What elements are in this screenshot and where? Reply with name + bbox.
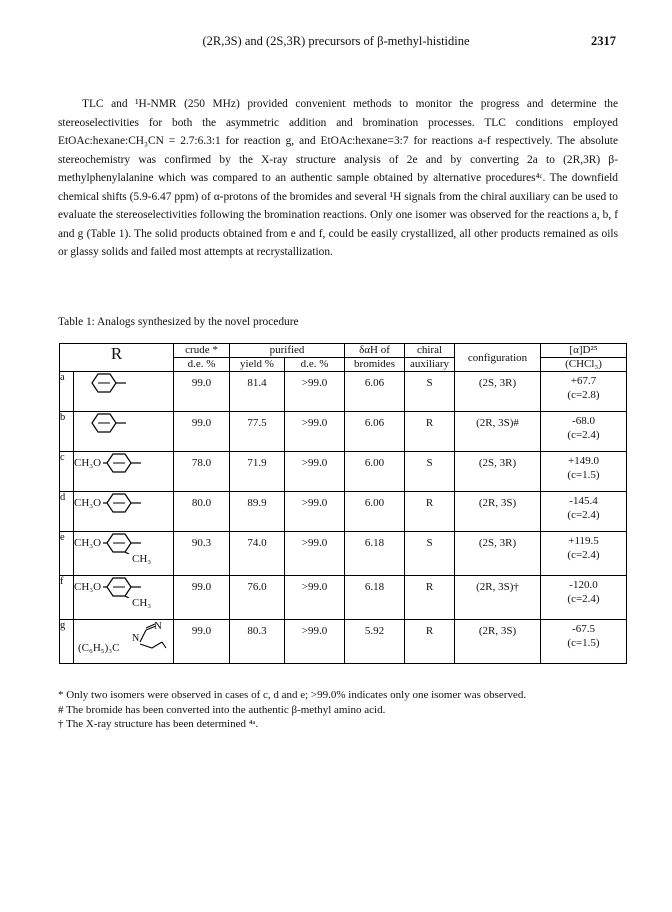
footnote: # The bromide has been converted into the authentic β-methyl amino acid. — [58, 703, 386, 716]
methoxy-label: CH₃O — [74, 537, 102, 549]
pure-de-cell: >99.0 — [285, 372, 345, 412]
body-paragraph: TLC and ¹H-NMR (250 MHz) provided convenient methods to monitor the progress and determine the stereoselectivities for both the asymmetric addition and bromination processes. TLC conditions employed EtOAc:hexane:CH₃CN = 2.7:6.3:1 for reaction g, and EtOAc:hexane=3:7 for reactions a-f respectively. The absolute stereochemistry was confirmed by the X-ray structure analysis of 2e and by converting 2a to (2R,3R) β-methylphenylalanine which was compared to an authentic sample obtained by alternative procedures⁴ᶜ. The downfield chemical shifts (5.9-6.47 ppm) of α-protons of the bromides and several ¹H signals from the chiral auxiliary can be used to evaluate the stereoselectivities following the bromination reactions. Only one isomer was observed for the reactions a, b, f and g (Table 1). The solid products obtained from e and f, could be easily crystallized, all other products remained as oils or glassy solids and failed most attempts at recrystallization. — [58, 98, 618, 258]
shift-cell: 5.92 — [345, 620, 405, 664]
pure-de-cell: >99.0 — [285, 576, 345, 620]
r-group-structure — [74, 532, 174, 576]
r-group-structure — [74, 620, 174, 664]
phenyl-ring-icon — [103, 532, 143, 554]
configuration-cell: (2R, 3S)† — [455, 576, 541, 620]
table-row — [60, 532, 627, 576]
auxiliary-cell: S — [405, 452, 455, 492]
rotation-value: +67.7 — [570, 375, 597, 387]
rotation-cell — [541, 372, 627, 412]
shift-cell: 6.18 — [345, 532, 405, 576]
auxiliary-cell: R — [405, 492, 455, 532]
ortho-methyl-label: CH₃ — [132, 597, 152, 609]
rotation-cell — [541, 412, 627, 452]
rotation-value: -67.5 — [572, 623, 595, 635]
header-configuration: configuration — [455, 344, 541, 372]
r-group-structure — [74, 372, 174, 412]
rotation-cell — [541, 576, 627, 620]
concentration-value: (c=2.4) — [567, 549, 600, 561]
rotation-cell — [541, 620, 627, 664]
rotation-value: -120.0 — [569, 579, 598, 591]
pure-de-cell: >99.0 — [285, 620, 345, 664]
yield-cell: 74.0 — [230, 532, 285, 576]
r-group-structure — [74, 452, 174, 492]
phenyl-ring-icon — [103, 452, 143, 474]
methoxy-label: CH₃O — [74, 497, 102, 509]
header-rotation: [α]D²⁵ — [541, 344, 627, 358]
header-shift: δαH of — [345, 344, 405, 358]
row-label: c — [60, 452, 74, 492]
header-auxiliary: chiral — [405, 344, 455, 358]
yield-cell: 71.9 — [230, 452, 285, 492]
concentration-value: (c=2.4) — [567, 429, 600, 441]
configuration-cell: (2S, 3R) — [455, 452, 541, 492]
header-crude-de: d.e. % — [174, 358, 230, 372]
r-group-structure — [74, 576, 174, 620]
concentration-value: (c=2.4) — [567, 593, 600, 605]
concentration-value: (c=2.4) — [567, 509, 600, 521]
imidazole-n-top: N — [154, 620, 162, 632]
crude-de-cell: 99.0 — [174, 576, 230, 620]
phenyl-ring-icon — [88, 372, 128, 394]
yield-cell: 80.3 — [230, 620, 285, 664]
phenyl-ring-icon — [88, 412, 128, 434]
yield-cell: 89.9 — [230, 492, 285, 532]
r-group-structure — [74, 412, 174, 452]
crude-de-cell: 99.0 — [174, 620, 230, 664]
row-label: a — [60, 372, 74, 412]
shift-cell: 6.06 — [345, 372, 405, 412]
pure-de-cell: >99.0 — [285, 452, 345, 492]
rotation-cell — [541, 532, 627, 576]
auxiliary-cell: S — [405, 372, 455, 412]
rotation-cell — [541, 492, 627, 532]
header-solvent: (CHCl₃) — [541, 358, 627, 372]
phenyl-ring-icon — [103, 492, 143, 514]
methoxy-label: CH₃O — [74, 457, 102, 469]
auxiliary-cell: R — [405, 576, 455, 620]
concentration-value: (c=2.8) — [567, 389, 600, 401]
configuration-cell: (2R, 3S) — [455, 492, 541, 532]
header-pure-de: d.e. % — [285, 358, 345, 372]
shift-cell: 6.18 — [345, 576, 405, 620]
header-crude: crude * — [174, 344, 230, 358]
configuration-cell: (2R, 3S) — [455, 620, 541, 664]
phenyl-ring-icon — [103, 576, 143, 598]
crude-de-cell: 99.0 — [174, 372, 230, 412]
table-row — [60, 412, 627, 452]
rotation-value: -68.0 — [572, 415, 595, 427]
row-label: f — [60, 576, 74, 620]
pure-de-cell: >99.0 — [285, 492, 345, 532]
shift-cell: 6.00 — [345, 492, 405, 532]
crude-de-cell: 78.0 — [174, 452, 230, 492]
page-number: 2317 — [591, 34, 616, 48]
table-row — [60, 576, 627, 620]
trityl-label: (C₆H₅)₃C — [78, 642, 120, 654]
table-footnotes — [58, 688, 526, 732]
header-yield: yield % — [230, 358, 285, 372]
page-header — [0, 34, 672, 54]
concentration-value: (c=1.5) — [567, 469, 600, 481]
table-caption: Table 1: Analogs synthesized by the novel procedure — [58, 316, 299, 328]
shift-cell: 6.00 — [345, 452, 405, 492]
table-row — [60, 620, 627, 664]
pure-de-cell: >99.0 — [285, 412, 345, 452]
header-r: R — [60, 344, 174, 372]
row-label: b — [60, 412, 74, 452]
imidazole-n-bottom: N — [132, 633, 140, 644]
footnote: * Only two isomers were observed in cases of c, d and e; >99.0% indicates only one isomer was observed. — [58, 689, 527, 701]
header-bromides: bromides — [345, 358, 405, 372]
table-row — [60, 372, 627, 412]
table-row — [60, 452, 627, 492]
configuration-cell: (2S, 3R) — [455, 372, 541, 412]
header-chiral-aux: auxiliary — [405, 358, 455, 372]
shift-cell: 6.06 — [345, 412, 405, 452]
pure-de-cell: >99.0 — [285, 532, 345, 576]
configuration-cell: (2S, 3R) — [455, 532, 541, 576]
yield-cell: 77.5 — [230, 412, 285, 452]
yield-cell: 76.0 — [230, 576, 285, 620]
configuration-cell: (2R, 3S)# — [455, 412, 541, 452]
header-purified: purified — [230, 344, 345, 358]
crude-de-cell: 99.0 — [174, 412, 230, 452]
row-label: d — [60, 492, 74, 532]
rotation-cell — [541, 452, 627, 492]
rotation-value: +149.0 — [568, 455, 599, 467]
crude-de-cell: 80.0 — [174, 492, 230, 532]
row-label: g — [60, 620, 74, 664]
footnote: † The X-ray structure has been determined ⁴ᵃ. — [58, 718, 259, 730]
auxiliary-cell: R — [405, 620, 455, 664]
row-label: e — [60, 532, 74, 576]
methoxy-label: CH₃O — [74, 581, 102, 593]
yield-cell: 81.4 — [230, 372, 285, 412]
auxiliary-cell: R — [405, 412, 455, 452]
rotation-value: +119.5 — [568, 535, 599, 547]
running-title: (2R,3S) and (2S,3R) precursors of β-methyl-histidine — [202, 34, 470, 48]
r-group-structure — [74, 492, 174, 532]
table-row — [60, 492, 627, 532]
concentration-value: (c=1.5) — [567, 637, 600, 649]
analogs-table — [59, 343, 627, 664]
crude-de-cell: 90.3 — [174, 532, 230, 576]
rotation-value: -145.4 — [569, 495, 598, 507]
auxiliary-cell: S — [405, 532, 455, 576]
ortho-methyl-label: CH₃ — [132, 553, 152, 565]
